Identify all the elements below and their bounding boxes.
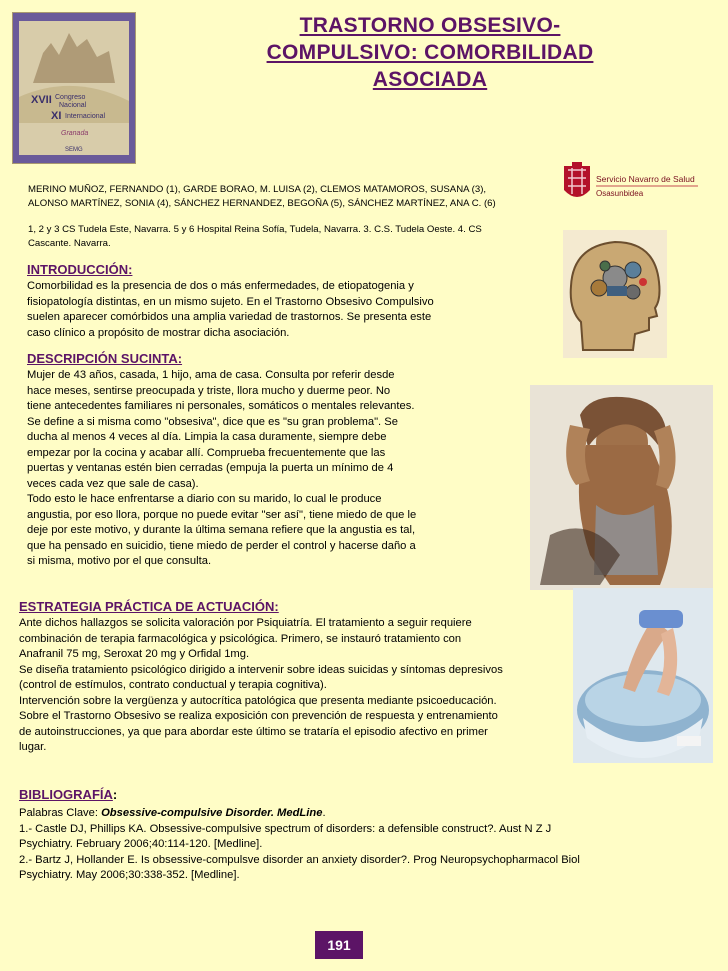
page-title xyxy=(210,12,650,93)
descripcion-heading: DESCRIPCIÓN SUCINTA: xyxy=(27,351,183,366)
descripcion-section xyxy=(27,351,507,570)
introduccion-line: caso clínico a propósito de mostrar dicha asociación. xyxy=(27,326,290,339)
estrategia-body xyxy=(19,616,579,756)
estrategia-line: Anafranil 75 mg, Seroxat 20 mg y Orfidal 1mg. xyxy=(19,648,250,660)
descripcion-line: Todo esto le hace enfrentarse a diario con su marido, lo cual le produce xyxy=(27,493,382,505)
descripcion-line: deje por este motivo, y durante la última semana refiere que la angustia es tal, xyxy=(27,524,416,536)
descripcion-line: ducha al menos 4 veces al día. Limpia la casa duramente, siempre debe xyxy=(27,431,387,443)
authors xyxy=(28,183,568,211)
estrategia-heading: ESTRATEGIA PRÁCTICA DE ACTUACIÓN: xyxy=(19,599,279,614)
head-gears-image xyxy=(563,230,667,358)
keywords-row xyxy=(19,806,709,822)
introduccion-section xyxy=(27,262,497,341)
congress-logo-line3: Nacional xyxy=(59,102,87,109)
congress-logo-line2: Congreso xyxy=(55,94,86,101)
bibliografia-line: Psychiatry. May 2006;30:338-352. [Medline]. xyxy=(19,869,240,881)
descripcion-line: tiene antecedentes familiares ni personales, somáticos o mentales relevantes. xyxy=(27,400,415,412)
sns-logo-line2: Osasunbidea xyxy=(596,189,644,198)
descripcion-line: puertas y ventanas estén bien cerradas (empuja la puerta un mínimo de 4 xyxy=(27,462,394,474)
estrategia-section xyxy=(19,599,579,756)
affiliations xyxy=(28,223,538,251)
congress-logo xyxy=(12,12,136,164)
congress-logo-line7: SEMG xyxy=(65,147,83,153)
descripcion-line: hace meses, sentirse preocupada y triste, llora mucho y duerme peor. No xyxy=(27,384,391,397)
estrategia-line: (control de estímulos, contrato conductual y terapia cognitiva). xyxy=(19,679,327,691)
descripcion-line: Mujer de 43 años, casada, 1 hijo, ama de casa. Consulta por referir desde xyxy=(27,369,395,381)
descripcion-line: angustia, por eso llora, porque no puede evitar "ser así", tiene miedo de que le xyxy=(27,508,417,521)
estrategia-line: Sobre el Trastorno Obsesivo se realiza exposición con prevención de respuesta y entrenamiento xyxy=(19,710,498,722)
sns-logo-line1: Servicio Navarro de Salud xyxy=(596,174,695,184)
sns-logo xyxy=(560,160,700,208)
authors-line-2: ALONSO MARTÍNEZ, SONIA (4), SÁNCHEZ HERNANDEZ, BEGOÑA (5), SÁNCHEZ MARTÍNEZ, ANA C. (6) xyxy=(28,198,496,209)
introduccion-line: fisiopatología distintas, en un mismo sujeto. En el Trastorno Obsesivo Compulsivo xyxy=(27,295,434,308)
keywords-value: Obsessive-compulsive Disorder. MedLine xyxy=(101,807,323,819)
title-line-3: ASOCIADA xyxy=(372,68,488,91)
title-line-2: COMPULSIVO: COMORBILIDAD xyxy=(266,41,594,64)
bibliografia-heading: BIBLIOGRAFÍA xyxy=(19,787,113,802)
hand-washing-image xyxy=(573,588,713,763)
estrategia-line: Ante dichos hallazgos se solicita valoración por Psiquiatría. El tratamiento a seguir requiere xyxy=(19,617,472,629)
descripcion-body xyxy=(27,368,507,570)
estrategia-line: Intervención sobre la vergüenza y autocrítica patológica que presenta mediante psicoeducación. xyxy=(19,694,497,707)
bibliografia-section xyxy=(19,786,709,884)
authors-line-1: MERINO MUÑOZ, FERNANDO (1), GARDE BORAO, M. LUISA (2), CLEMOS MATAMOROS, SUSANA (3), xyxy=(28,184,487,195)
bibliografia-heading-row xyxy=(19,786,709,804)
introduccion-line: suelen aparecer comórbidos una amplia variedad de trastornos. Se presenta este xyxy=(27,311,432,323)
bibliografia-line: 2.- Bartz J, Hollander E. Is obsessive-compulsve disorder an anxiety disorder?. Prog Neuropsychopharmacol Biol xyxy=(19,853,580,866)
congress-logo-line5: Internacional xyxy=(65,113,106,120)
congress-logo-line1: XVII xyxy=(31,94,52,106)
title-line-1: TRASTORNO OBSESIVO- xyxy=(299,14,561,37)
bibliografia-heading-colon: : xyxy=(112,787,118,802)
descripcion-line: que ha pensado en suicidio, tiene miedo de perder el control y hacerse daño a xyxy=(27,539,416,552)
estrategia-line: lugar. xyxy=(19,741,47,753)
estrategia-line: Se diseña tratamiento psicológico dirigido a intervenir sobre ideas suicidas y síntomas depresivos xyxy=(19,663,503,676)
congress-logo-line4: XI xyxy=(51,110,62,122)
bibliografia-body xyxy=(19,806,709,884)
keywords-label: Palabras Clave: xyxy=(19,807,102,819)
estrategia-line: combinación de terapia farmacológica y psicológica. Primero, se instauró tratamiento con xyxy=(19,632,462,645)
estrategia-line: de autoinstrucciones, ya que para abordar este último se trataría el episodio afectivo en primer xyxy=(19,725,488,738)
affiliations-line-1: 1, 2 y 3 CS Tudela Este, Navarra. 5 y 6 Hospital Reina Sofía, Tudela, Navarra. 3. C.S. Tudela Oeste. 4. CS xyxy=(28,224,482,235)
descripcion-line: empezar por la cocina y acabar allí. Comprueba frecuentemente que las xyxy=(27,446,386,459)
keywords-end: . xyxy=(322,807,326,819)
congress-logo-line6: Granada xyxy=(61,130,89,137)
bibliografia-line: Psychiatry. February 2006;40:114-120. [Medline]. xyxy=(19,838,263,850)
affiliations-line-2: Cascante. Navarra. xyxy=(28,238,111,249)
page-number: 191 xyxy=(315,931,363,959)
descripcion-line: veces cada vez que sale de casa). xyxy=(27,477,199,490)
introduccion-heading: INTRODUCCIÓN: xyxy=(27,262,133,277)
introduccion-body xyxy=(27,279,497,341)
descripcion-line: si misma, motivo por el que consulta. xyxy=(27,555,212,567)
distressed-figure-image xyxy=(530,385,713,590)
bibliografia-line: 1.- Castle DJ, Phillips KA. Obsessive-compulsive spectrum of disorders: a defensible construct?. Aust N Z J xyxy=(19,822,552,835)
introduccion-line: Comorbilidad es la presencia de dos o más enfermedades, de etiopatogenia y xyxy=(27,280,414,292)
descripcion-line: Se define a si misma como "obsesiva", dice que es "su gran problema". Se xyxy=(27,415,398,428)
